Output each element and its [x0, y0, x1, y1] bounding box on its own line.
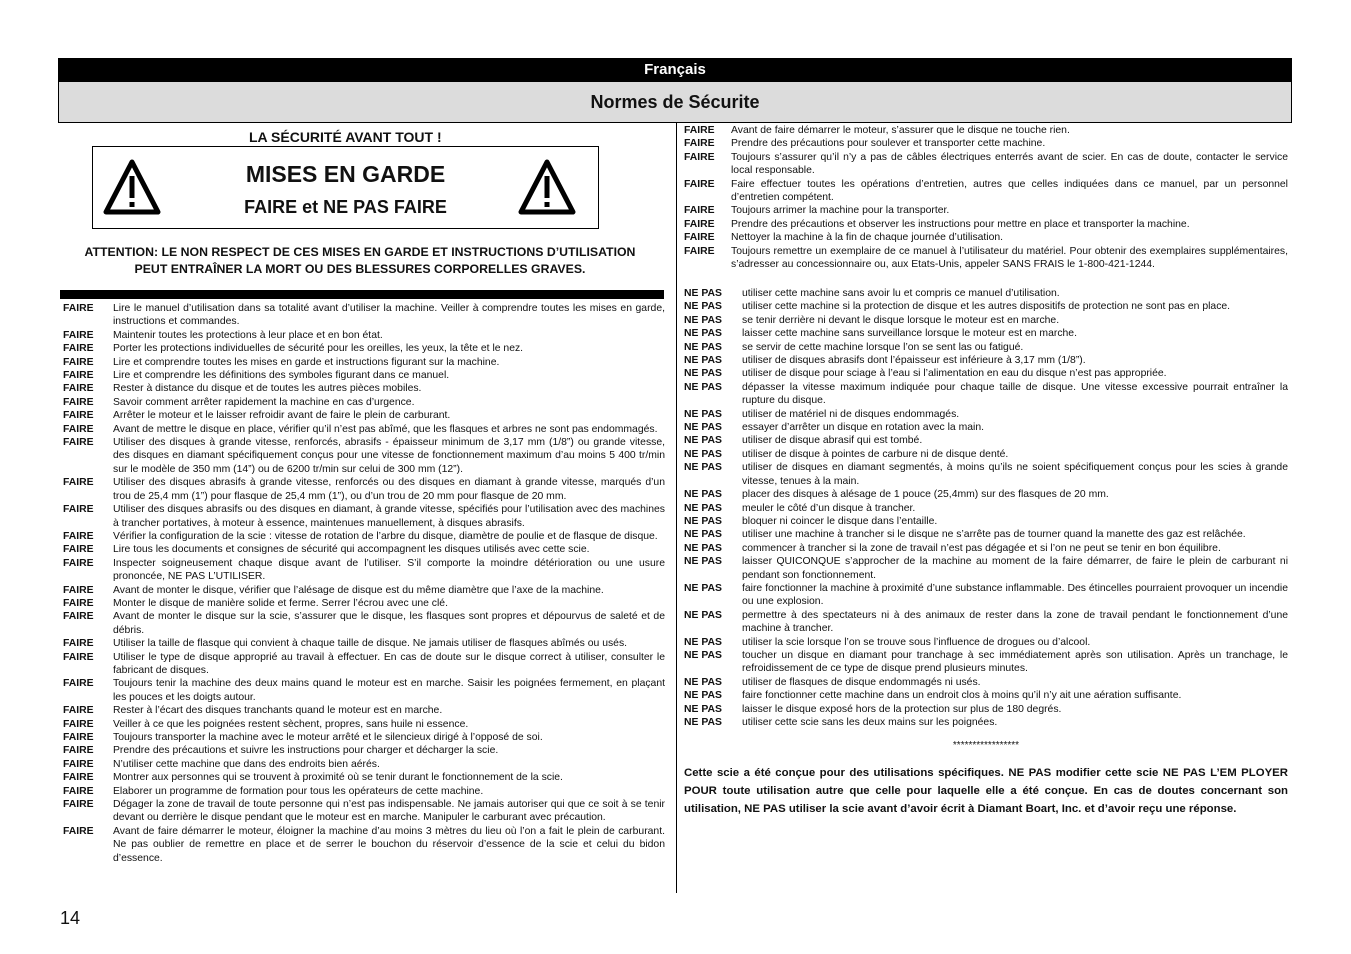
item-keyword: FAIRE [63, 651, 94, 663]
item-text: laisser QUICONQUE s’approcher de la machine au moment de la faire démarrer, de faire le plein de carburant ni pendant son fonctionnement. [742, 556, 1288, 581]
list-item [684, 287, 1288, 300]
item-text: faire fonctionner la machine à proximité d’une substance inflammable. Des étincelles pourraient provoquer un incendie ou une explosion. [742, 582, 1288, 608]
item-keyword: FAIRE [63, 705, 94, 717]
list-item [684, 528, 1288, 541]
item-text: Avant de faire démarrer le moteur, s’assurer que le disque ne touche rien. [731, 125, 1070, 136]
item-text: se servir de cette machine lorsque l’on se sent las ou fatigué. [742, 341, 1024, 353]
item-text: Toujours s’assurer qu’il n’y a pas de câbles électriques enterrés avant de scier. En cas de doute, contacter le service local responsable. [731, 151, 1288, 177]
item-keyword: NE PAS [684, 582, 722, 594]
item-text: laisser le disque exposé hors de la protection sur plus de 180 degrés. [742, 703, 1062, 715]
item-keyword: FAIRE [63, 383, 94, 395]
list-item [63, 369, 665, 382]
item-keyword: NE PAS [684, 462, 722, 474]
list-item [684, 542, 1288, 555]
item-text: Avant de monter le disque sur la scie, s’assurer que le disque, les flasques sont propres et dépourvus de saleté et de débris. [113, 611, 665, 636]
item-text: utiliser de disques abrasifs dont l’épaisseur est inférieure à 3,17 mm (1/8”). [742, 355, 1086, 367]
list-item [684, 367, 1288, 380]
item-keyword: FAIRE [63, 477, 94, 489]
list-item [63, 718, 665, 731]
item-text: permettre à des spectateurs ni à des animaux de rester dans la zone de travail pendant le fonctionnement d’une machine à trancher. [742, 609, 1288, 635]
list-item [63, 342, 665, 355]
page-title: Normes de Sécurite [58, 82, 1292, 123]
list-item [684, 703, 1288, 716]
item-keyword: FAIRE [63, 758, 94, 770]
item-keyword: FAIRE [684, 205, 715, 217]
list-item [684, 421, 1288, 434]
language-header: Français [58, 58, 1292, 82]
closing-notice: Cette scie a été conçue pour des utilisations spécifiques. NE PAS modifier cette scie NE PAS L’EM PLOYER POUR toute utilisation autre que celle pour laquelle elle a été conçue. En cas de doutes concernant son utilisation, NE PAS utiliser la scie avant d’avoir écrit à Diamant Boart, Inc. et d’avoir reçu une réponse. [684, 767, 1288, 815]
list-item [684, 314, 1288, 327]
list-item [63, 356, 665, 369]
item-text: Faire effectuer toutes les opérations d’entretien, autres que celles indiquées dans ce manuel, par un personnel d’entretien compétent. [731, 178, 1288, 204]
item-text: Elaborer un programme de formation pour tous les opérateurs de cette machine. [113, 785, 484, 797]
item-text: utiliser cette machine sans avoir lu et compris ce manuel d’utilisation. [742, 288, 1060, 299]
item-keyword: NE PAS [684, 355, 722, 367]
list-item [63, 785, 665, 798]
list-item [684, 716, 1288, 729]
item-keyword: FAIRE [63, 423, 94, 435]
list-item [63, 744, 665, 757]
item-keyword: FAIRE [63, 329, 94, 341]
list-item [684, 204, 1288, 217]
item-keyword: FAIRE [63, 303, 94, 314]
item-text: Toujours remettre un exemplaire de ce manuel à l’utilisateur du matériel. Pour obtenir des exemplaires supplémentaires, s’adresser au concessionnaire ou, aux Etats-Unis, appeler SANS FRAIS le 1-800-421-1244. [731, 245, 1288, 271]
item-text: Lire et comprendre toutes les mises en garde et instructions figurant sur la machine. [113, 356, 500, 368]
list-item [684, 689, 1288, 702]
list-item [63, 731, 665, 744]
item-text: toucher un disque en diamant pour tranchage à sec immédiatement après son utilisation. Après un tranchage, le refroidissement de ce type de disque prend plusieurs minutes. [742, 649, 1288, 675]
item-text: utiliser cette scie sans les deux mains sur les poignées. [742, 717, 998, 728]
attention-notice [60, 244, 660, 278]
item-keyword: FAIRE [63, 557, 94, 569]
list-item [63, 476, 665, 503]
item-keyword: NE PAS [684, 288, 722, 299]
page-number: 14 [60, 908, 81, 928]
item-keyword: FAIRE [63, 611, 94, 623]
item-keyword: FAIRE [63, 396, 94, 408]
item-text: Toujours tenir la machine des deux mains quand le moteur est en marche. Saisir les poignées fermement, en plaçant les pouces et les doigts autour. [113, 678, 665, 703]
item-keyword: FAIRE [684, 125, 715, 136]
item-text: Vérifier la configuration de la scie : vitesse de rotation de l’arbre du disque, diamètre de poulie et de flasque de disque. [113, 530, 658, 542]
list-item [684, 178, 1288, 205]
list-item [63, 637, 665, 650]
list-item [684, 354, 1288, 367]
list-item [63, 503, 665, 530]
item-text: Veiller à ce que les poignées restent sèchent, propres, sans huile ni essence. [113, 718, 469, 730]
item-keyword: NE PAS [684, 301, 722, 313]
list-item [63, 382, 665, 395]
list-item [684, 137, 1288, 150]
item-text: Savoir comment arrêter rapidement la machine en cas d’urgence. [113, 396, 415, 408]
item-keyword: FAIRE [63, 544, 94, 556]
item-text: Prendre des précautions et suivre les instructions pour charger et décharger la scie. [113, 745, 499, 757]
list-item [63, 436, 665, 476]
item-keyword: FAIRE [63, 370, 94, 382]
item-text: Toujours transporter la machine avec le moteur arrêté et le silencieux dirigé à l’opposé de soi. [113, 732, 543, 743]
item-text: Utiliser des disques abrasifs à grande vitesse, renforcés ou des disques en diamant à grande vitesse, marqués d’un trou de 25,4 mm (1”) pour flasque de 25,4 mm (1”), ou d’un trou de 20 mm pour flasque de 20 mm. [113, 477, 665, 502]
item-text: Avant de faire démarrer le moteur, éloigner la machine d’au moins 3 mètres du lieu où l’on a fait le plein de carburant. Ne pas oublier de remettre en place et de serrer le bouchon du réservoir d’essence de la scie et celui du bidon d’essence. [113, 825, 665, 864]
item-text: Rester à distance du disque et de toutes les autres pièces mobiles. [113, 383, 422, 395]
item-text: Lire tous les documents et consignes de sécurité qui accompagnent les disques utilisés avec cette scie. [113, 544, 590, 556]
faire-list-right [684, 124, 1288, 271]
list-item [63, 557, 665, 584]
item-keyword: NE PAS [684, 489, 722, 501]
list-item [684, 434, 1288, 447]
list-item [63, 302, 665, 329]
item-keyword: NE PAS [684, 542, 722, 554]
list-item [684, 461, 1288, 488]
item-text: dépasser la vitesse maximum indiquée pour chaque taille de disque. Une vitesse excessive pourrait entraîner la rupture du disque. [742, 381, 1288, 407]
item-text: utiliser de matériel ni de disques endommagés. [742, 408, 960, 420]
list-item [684, 408, 1288, 421]
list-item [63, 409, 665, 422]
list-item [684, 245, 1288, 272]
item-keyword: FAIRE [684, 232, 715, 244]
item-text: Monter le disque de manière solide et ferme. Serrer l’écrou avec une clé. [113, 597, 448, 609]
list-item [684, 381, 1288, 408]
item-keyword: NE PAS [684, 556, 722, 568]
list-item [684, 609, 1288, 636]
item-keyword: NE PAS [684, 422, 722, 434]
list-item [63, 543, 665, 556]
item-keyword: NE PAS [684, 717, 722, 728]
list-item [63, 610, 665, 637]
list-item [63, 584, 665, 597]
item-keyword: FAIRE [63, 785, 94, 797]
list-item [684, 636, 1288, 649]
warning-box [92, 146, 599, 229]
item-keyword: FAIRE [63, 437, 94, 449]
list-item [684, 582, 1288, 609]
warning-subtitle: FAIRE et NE PAS FAIRE [244, 197, 447, 217]
list-item [684, 448, 1288, 461]
item-keyword: FAIRE [63, 732, 94, 743]
list-item [63, 771, 665, 784]
list-item [63, 704, 665, 717]
item-keyword: FAIRE [63, 678, 94, 690]
list-item [684, 488, 1288, 501]
item-keyword: NE PAS [684, 636, 722, 648]
item-text: Dégager la zone de travail de toute personne qui n’est pas indispensable. Ne jamais autoriser qui que ce soit à se tenir devant ou derrière le disque pendant que le moteur est en marche. Manipuler le carburant avec précaution. [113, 799, 665, 824]
item-text: placer des disques à alésage de 1 pouce (25,4mm) sur des flasques de 20 mm. [742, 489, 1109, 501]
item-text: commencer à trancher si la zone de travail n’est pas dégagée et si l’on ne peut se tenir en bon équilibre. [742, 542, 1221, 554]
item-text: Montrer aux personnes qui se trouvent à proximité où se tenir durant le fonctionnement de la scie. [113, 772, 563, 784]
item-keyword: NE PAS [684, 690, 722, 702]
item-keyword: NE PAS [684, 435, 722, 447]
warning-title: MISES EN GARDE [245, 161, 446, 187]
item-keyword: NE PAS [684, 341, 722, 353]
item-text: Avant de mettre le disque en place, vérifier qu’il n’est pas abîmé, que les flasques et arbres ne sont pas endommagés. [113, 423, 658, 435]
item-keyword: FAIRE [63, 584, 94, 596]
list-item [63, 798, 665, 825]
item-keyword: NE PAS [684, 408, 722, 420]
item-text: Utiliser le type de disque approprié au travail à effectuer. En cas de doute sur le disque correct à utiliser, consulter le fabricant de disques. [113, 651, 665, 676]
item-keyword: FAIRE [684, 151, 715, 163]
list-item [63, 597, 665, 610]
list-item [63, 758, 665, 771]
item-keyword: FAIRE [63, 772, 94, 784]
item-keyword: NE PAS [684, 609, 722, 621]
item-text: faire fonctionner cette machine dans un endroit clos à moins qu’il n’y ait une aération suffisante. [742, 690, 1182, 702]
list-item [63, 530, 665, 543]
item-keyword: NE PAS [684, 314, 722, 326]
item-text: utiliser de flasques de disque endommagés ni usés. [742, 676, 981, 688]
item-keyword: FAIRE [63, 799, 94, 811]
list-item [63, 651, 665, 678]
item-text: Rester à l’écart des disques tranchants quand le moteur est en marche. [113, 705, 443, 717]
item-text: Porter les protections individuelles de sécurité pour les oreilles, les yeux, la tête et le nez. [113, 343, 524, 355]
list-item [684, 218, 1288, 231]
item-text: Toujours arrimer la machine pour la transporter. [731, 205, 950, 217]
item-keyword: FAIRE [63, 410, 94, 422]
item-text: Nettoyer la machine à la fin de chaque journée d’utilisation. [731, 232, 1004, 244]
item-keyword: NE PAS [684, 703, 722, 715]
list-item [684, 649, 1288, 676]
attention-line: ATTENTION: LE NON RESPECT DE CES MISES EN GARDE ET INSTRUCTIONS D’UTILISATION [84, 245, 636, 259]
item-text: utiliser de disques en diamant segmentés, à moins qu’ils ne soient spécifiquement conçus pour les scies à grande vitesse, tenues à la main. [742, 462, 1288, 487]
item-keyword: FAIRE [63, 356, 94, 368]
item-text: N’utiliser cette machine que dans des endroits bien aérés. [113, 758, 380, 770]
item-text: Avant de monter le disque, vérifier que l’alésage de disque est du même diamètre que l’axe de la machine. [113, 584, 604, 596]
item-keyword: NE PAS [684, 328, 722, 340]
item-keyword: FAIRE [63, 718, 94, 730]
item-keyword: FAIRE [63, 504, 94, 516]
item-text: Lire le manuel d’utilisation dans sa totalité avant d’utiliser la machine. Veiller à comprendre toutes les mises en garde, instructions et commandes. [113, 303, 665, 328]
item-keyword: FAIRE [63, 597, 94, 609]
column-divider [676, 123, 677, 893]
item-text: Utiliser des disques à grande vitesse, renforcés, abrasifs - épaisseur minimum de 3,17 mm (1/8”) ou grande vitesse, des disques en diamant spécifiquement conçus pour une vitesse de fonctionnement maximum d’au moins 5 400 tr/min sur le modèle de 350 mm (14”) ou de 6200 tr/min sur celui de 300 mm (12”). [113, 437, 665, 475]
item-keyword: FAIRE [63, 343, 94, 355]
item-text: laisser cette machine sans surveillance lorsque le moteur est en marche. [742, 328, 1077, 340]
item-keyword: NE PAS [684, 676, 722, 688]
item-keyword: FAIRE [63, 638, 94, 650]
item-text: utiliser la scie lorsque l’on se trouve sous l’influence de drogues ou d’alcool. [742, 636, 1091, 648]
item-text: Maintenir toutes les protections à leur place et en bon état. [113, 329, 383, 341]
list-item [63, 825, 665, 865]
warning-triangle-icon [518, 159, 576, 215]
faire-list-left [63, 302, 665, 865]
list-item [684, 555, 1288, 582]
item-text: Prendre des précautions et observer les instructions pour mettre en place et transporter la machine. [731, 218, 1190, 230]
item-keyword: NE PAS [684, 502, 722, 514]
item-keyword: NE PAS [684, 529, 722, 541]
item-text: utiliser de disque à pointes de carbure ni de disque denté. [742, 448, 1009, 460]
item-keyword: NE PAS [684, 649, 722, 661]
item-keyword: FAIRE [63, 825, 94, 837]
item-keyword: FAIRE [684, 245, 715, 257]
list-item [63, 423, 665, 436]
list-item [63, 329, 665, 342]
item-text: Lire et comprendre les définitions des symboles figurant dans ce manuel. [113, 370, 450, 382]
list-item [684, 231, 1288, 244]
separator-stars: ***************** [952, 740, 1020, 751]
ne-pas-list [684, 287, 1288, 729]
list-item [684, 151, 1288, 178]
item-text: essayer d’arrêter un disque en rotation avec la main. [742, 422, 985, 434]
item-text: Utiliser des disques abrasifs ou des disques en diamant, à grande vitesse, spécifiés pour l’utilisation avec des machines à trancher portatives, à moteur à essence, maintenues manuellement, à disques abrasifs. [113, 504, 665, 529]
item-text: Utiliser la taille de flasque qui convient à chaque taille de disque. Ne jamais utiliser de flasques abîmés ou usés. [113, 638, 628, 650]
attention-line: PEUT ENTRAÎNER LA MORT OU DES BLESSURES CORPORELLES GRAVES. [134, 262, 586, 276]
item-text: Arrêter le moteur et le laisser refroidir avant de faire le plein de carburant. [113, 410, 451, 422]
item-keyword: FAIRE [63, 745, 94, 757]
item-text: meuler le côté d’un disque à trancher. [742, 502, 916, 514]
list-item [684, 124, 1288, 137]
item-keyword: NE PAS [684, 368, 722, 380]
item-text: bloquer ni coincer le disque dans l’entaille. [742, 515, 938, 527]
list-item [684, 515, 1288, 528]
section-rule [60, 290, 664, 299]
item-text: utiliser de disque pour sciage à l’eau si l’alimentation en eau du disque n’est pas appropriée. [742, 368, 1167, 380]
item-text: utiliser une machine à trancher si le disque ne s’arrête pas de tourner quand la manette des gaz est relâchée. [742, 529, 1246, 541]
item-keyword: FAIRE [684, 178, 715, 190]
item-keyword: NE PAS [684, 448, 722, 460]
item-text: se tenir derrière ni devant le disque lorsque le moteur est en marche. [742, 314, 1060, 326]
item-keyword: NE PAS [684, 515, 722, 527]
list-item [63, 396, 665, 409]
item-keyword: FAIRE [684, 138, 715, 150]
list-item [684, 300, 1288, 313]
item-keyword: FAIRE [63, 530, 94, 542]
safety-first-heading: LA SÉCURITÉ AVANT TOUT ! [249, 129, 442, 145]
item-text: utiliser de disque abrasif qui est tombé. [742, 435, 923, 447]
list-item [684, 502, 1288, 515]
item-text: Inspecter soigneusement chaque disque avant de l’utiliser. S’il comporte la moindre détérioration ou une usure prononcée, NE PAS L’UTILISER. [113, 557, 665, 583]
list-item [684, 341, 1288, 354]
list-item [63, 677, 665, 704]
item-text: utiliser cette machine si la protection de disque et les autres dispositifs de protection ne sont pas en place. [742, 301, 1231, 313]
item-keyword: FAIRE [684, 218, 715, 230]
item-keyword: NE PAS [684, 381, 722, 393]
list-item [684, 676, 1288, 689]
list-item [684, 327, 1288, 340]
item-text: Prendre des précautions pour soulever et transporter cette machine. [731, 138, 1046, 150]
